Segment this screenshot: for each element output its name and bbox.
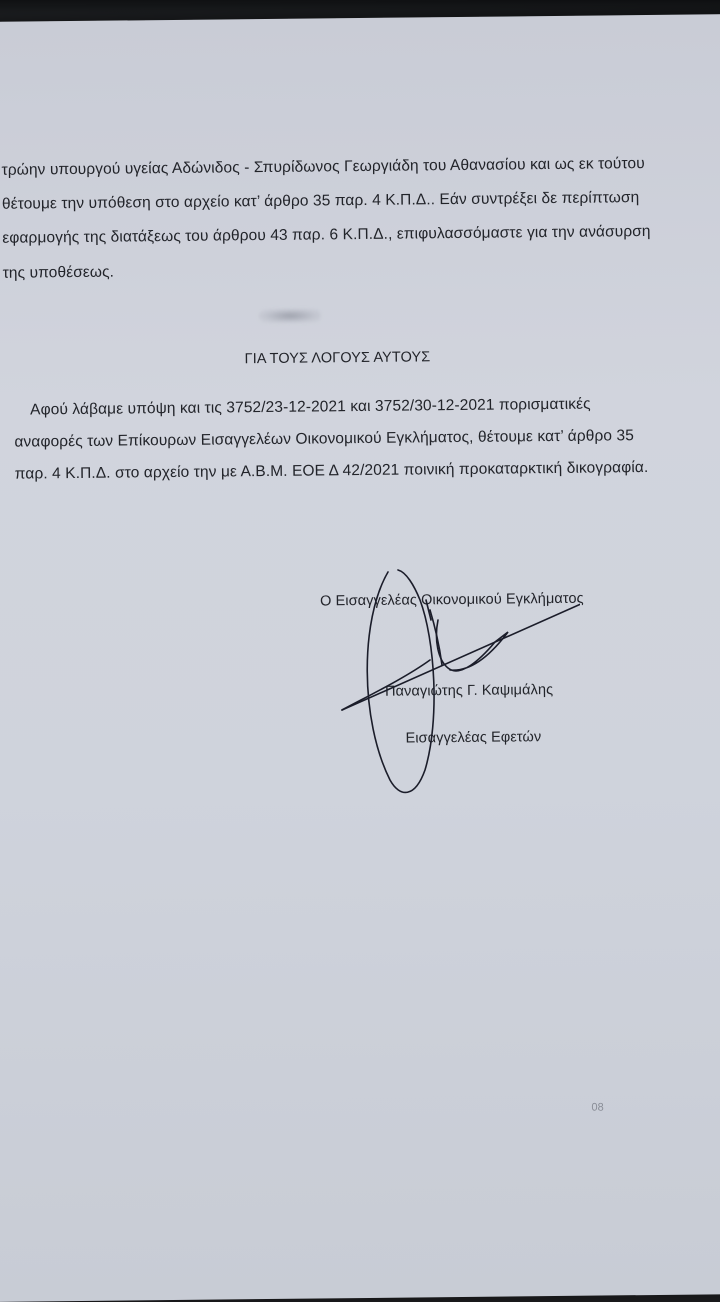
page-number: 08 (591, 1101, 604, 1114)
signatory-title: Ο Εισαγγελέας Οικονομικού Εγκλήματος (320, 590, 584, 610)
signatory-rank: Εισαγγελέας Εφετών (405, 729, 542, 747)
conclusion-line-3: παρ. 4 Κ.Π.Δ. στο αρχείο την με Α.Β.Μ. ΕΟΕ Δ 42/2021 ποινική προκαταρκτική δικογραφία. (14, 459, 649, 483)
body-line-1: τρώην υπουργού υγείας Αδώνιδος - Σπυρίδωνος Γεωργιάδη του Αθανασίου και ως εκ τούτου (1, 155, 645, 179)
body-line-4: της υποθέσεως. (2, 263, 115, 282)
redacted-mark (259, 308, 321, 323)
signatory-name: Παναγιώτης Γ. Καψιμάλης (384, 682, 554, 700)
handwritten-signature (330, 560, 580, 810)
section-heading: ΓΙΑ ΤΟΥΣ ΛΟΓΟΥΣ ΑΥΤΟΥΣ (244, 349, 431, 368)
body-line-2: θέτουμε την υπόθεση στο αρχείο κατ’ άρθρο 35 παρ. 4 Κ.Π.Δ.. Εάν συντρέξει δε περίπτωση (1, 189, 640, 213)
body-line-3: εφαρμογής της διατάξεως του άρθρου 43 παρ. 6 Κ.Π.Δ., επιφυλασσόμαστε για την ανάσυρση (2, 222, 651, 247)
conclusion-line-1: Αφού λάβαμε υπόψη και τις 3752/23-12-2021 και 3752/30-12-2021 πορισματικές (29, 395, 591, 419)
conclusion-line-2: αναφορές των Επίκουρων Εισαγγελέων Οικονομικού Εγκλήματος, θέτουμε κατ’ άρθρο 35 (14, 427, 635, 451)
